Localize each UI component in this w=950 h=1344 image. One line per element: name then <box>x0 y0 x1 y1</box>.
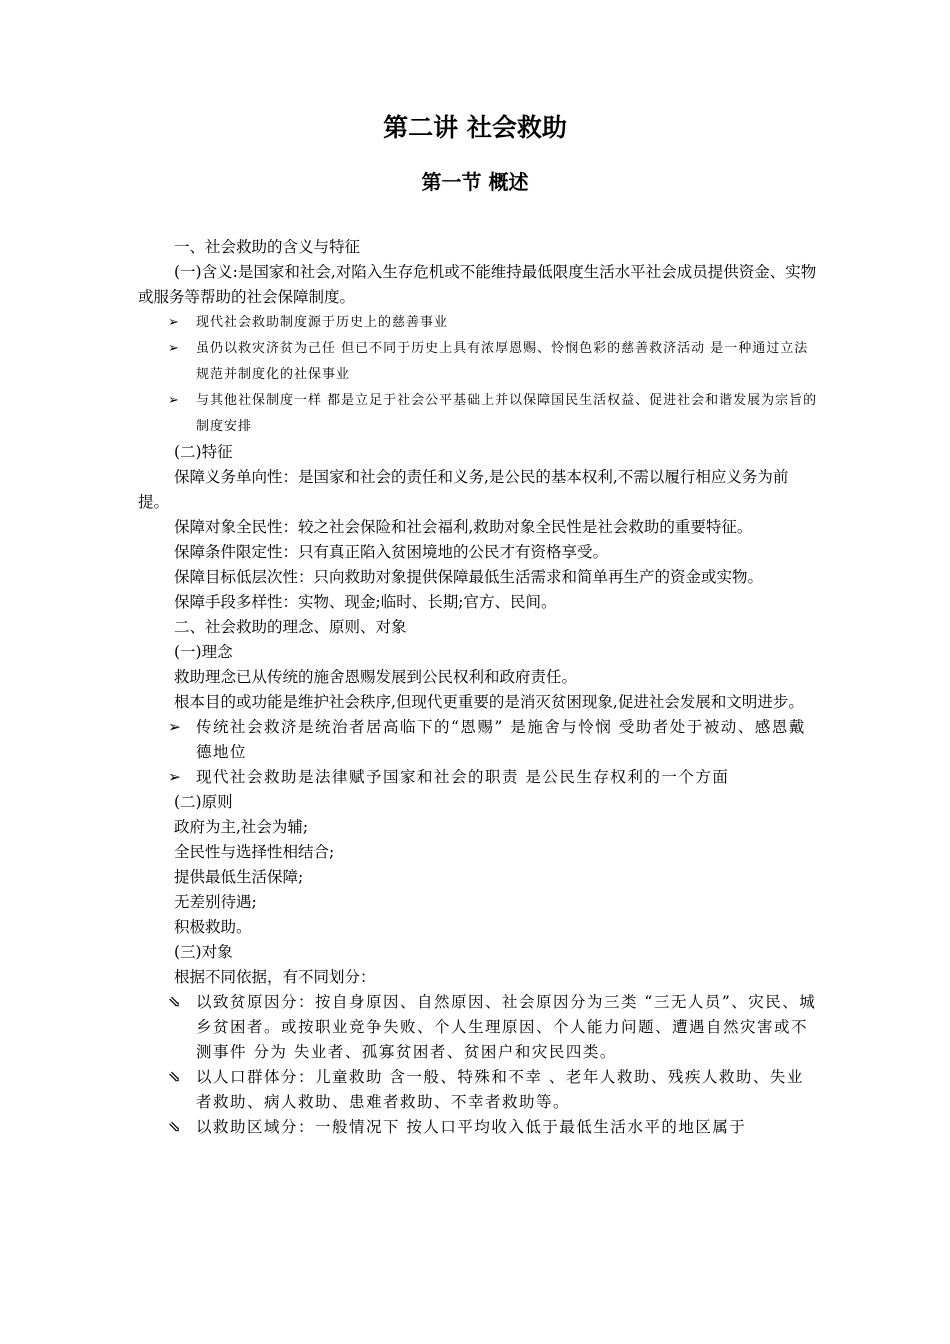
paragraph: 保障手段多样性：实物、现金;临时、长期;官方、民间。 <box>174 593 557 611</box>
hook-arrow-bullet-icon: ⇘ <box>168 993 183 1011</box>
bullet-text: 虽仍以救灾济贫为己任 但已不同于历史上具有浓厚恩赐、怜悯色彩的慈善救济活动 是一种通过立法规范并制度化的社保事业 <box>196 341 809 382</box>
paragraph: 保障义务单向性：是国家和社会的责任和义务,是公民的基本权利,不需以履行相应义务为前提。 <box>138 468 789 511</box>
bullet-text: 现代社会救助是法律赋予国家和社会的职责 是公民生存权利的一个方面 <box>196 768 730 786</box>
arrowhead-bullet-icon: ➢ <box>168 718 183 736</box>
heading-concept-principles-targets: 二、社会救助的理念、原则、对象 <box>174 618 407 636</box>
bullet-item <box>138 336 818 388</box>
subheading-principles: (二)原则 <box>174 793 233 811</box>
bullet-text: 现代社会救助制度源于历史上的慈善事业 <box>196 315 449 330</box>
paragraph: 保障条件限定性：只有真正陷入贫困境地的公民才有资格享受。 <box>174 543 609 561</box>
bullet-item <box>138 1065 818 1115</box>
arrowhead-bullet-icon: ➢ <box>168 341 180 356</box>
bullet-item <box>138 310 818 336</box>
principle-item: 政府为主,社会为辅; <box>174 818 309 836</box>
arrowhead-bullet-icon: ➢ <box>168 393 180 408</box>
principle-item: 全民性与选择性相结合; <box>174 843 335 861</box>
bullet-item <box>138 388 818 440</box>
principle-item: 提供最低生活保障; <box>174 868 304 886</box>
arrowhead-bullet-icon: ➢ <box>168 768 183 786</box>
paragraph: 根本目的或功能是维护社会秩序,但现代更重要的是消灭贫困现象,促进社会发展和文明进步。 <box>174 693 804 711</box>
hook-arrow-bullet-icon: ⇘ <box>168 1118 183 1136</box>
bullet-text: 以救助区域分：一般情况下 按人口平均收入低于最低生活水平的地区属于 <box>196 1118 747 1136</box>
bullet-item <box>138 990 818 1065</box>
principle-item: 无差别待遇; <box>174 893 257 911</box>
bullet-item <box>138 715 818 765</box>
hook-arrow-bullet-icon: ⇘ <box>168 1068 183 1086</box>
subheading-features: (二)特征 <box>174 443 233 461</box>
paragraph-definition: (一)含义:是国家和社会,对陷入生存危机或不能维持最低限度生活水平社会成员提供资金、实物或服务等帮助的社会保障制度。 <box>138 263 817 306</box>
bullet-text: 以致贫原因分：按自身原因、自然原因、社会原因分为三类 “三无人员”、灾民、城乡贫困者。或按职业竞争失败、个人生理原因、个人能力问题、遭遇自然灾害或不测事件 分为 失业者、孤寡贫困者、贫困户和灾民四类。 <box>196 993 817 1061</box>
subheading-targets: (三)对象 <box>174 943 233 961</box>
paragraph: 保障目标低层次性：只向救助对象提供保障最低生活需求和简单再生产的资金或实物。 <box>174 568 764 586</box>
document-body <box>138 235 818 1140</box>
paragraph: 救助理念已从传统的施舍恩赐发展到公民权利和政府责任。 <box>174 668 578 686</box>
bullet-item <box>138 765 818 790</box>
lecture-title: 第二讲 社会救助 <box>383 113 567 142</box>
paragraph: 保障对象全民性：较之社会保险和社会福利,救助对象全民性是社会救助的重要特征。 <box>174 518 753 536</box>
bullet-text: 以人口群体分：儿童救助 含一般、特殊和不幸 、老年人救助、残疾人救助、失业者救助、病人救助、患难者救助、不幸者救助等。 <box>196 1068 804 1111</box>
paragraph: 根据不同依据，有不同划分： <box>174 968 376 986</box>
heading-meaning-features: 一、社会救助的含义与特征 <box>174 238 361 256</box>
principle-item: 积极救助。 <box>174 918 252 936</box>
arrowhead-bullet-icon: ➢ <box>168 315 180 330</box>
bullet-text: 与其他社保制度一样 都是立足于社会公平基础上并以保障国民生活权益、促进社会和谐发展为宗旨的制度安排 <box>196 393 818 434</box>
subheading-concept: (一)理念 <box>174 643 233 661</box>
bullet-item <box>138 1115 818 1140</box>
section-title: 第一节 概述 <box>421 170 529 194</box>
bullet-text: 传统社会救济是统治者居高临下的“恩赐” 是施舍与怜悯 受助者处于被动、感恩戴德地位 <box>196 718 806 761</box>
